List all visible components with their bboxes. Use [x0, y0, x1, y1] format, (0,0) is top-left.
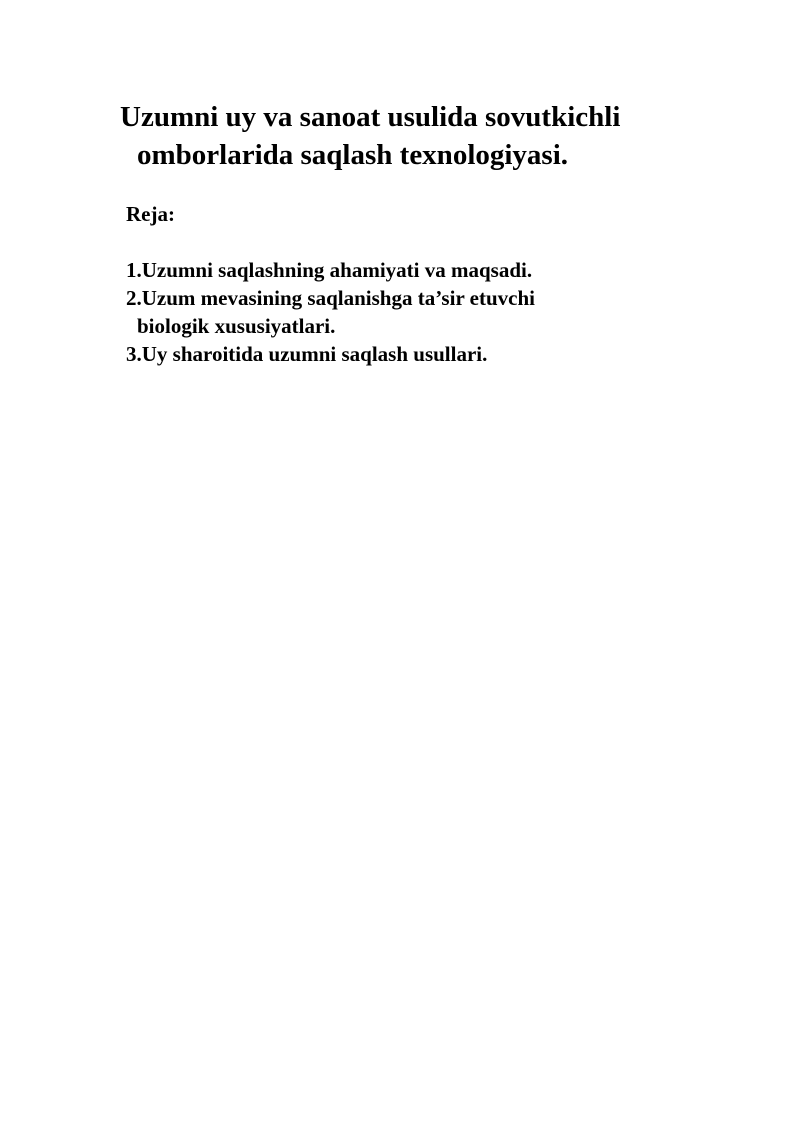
plan-item-text: 3.Uy sharoitida uzumni saqlash usullari. [126, 342, 488, 366]
plan-item-1 [126, 256, 686, 284]
document-title [120, 98, 740, 174]
plan-item-text: 2.Uzum mevasining saqlanishga ta’sir etuvchi [126, 286, 535, 310]
title-line-2: omborlarida saqlash texnologiyasi. [137, 139, 569, 171]
plan-item-continuation: biologik xususiyatlari. [137, 314, 336, 338]
plan-list [126, 256, 686, 368]
plan-item-3 [126, 340, 686, 368]
plan-heading: Reja: [126, 202, 175, 226]
plan-item-text: 1.Uzumni saqlashning ahamiyati va maqsadi. [126, 258, 533, 282]
title-line-1: Uzumni uy va sanoat usulida sovutkichli [120, 101, 621, 133]
plan-item-2 [126, 284, 686, 340]
